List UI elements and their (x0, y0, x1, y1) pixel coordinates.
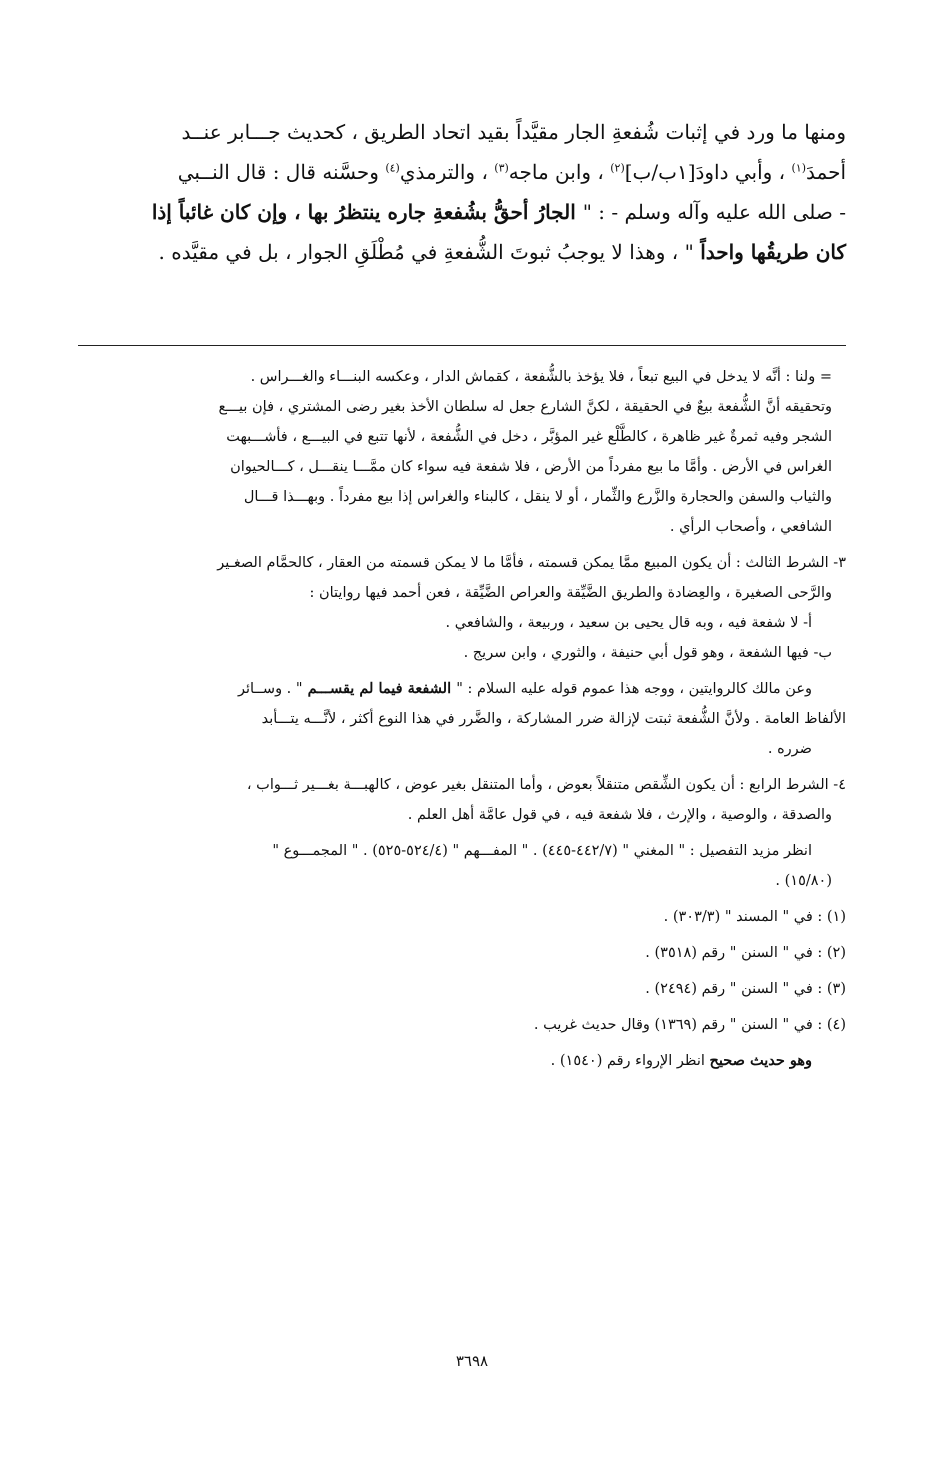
grading-text: وهو حديث صحيح (709, 1052, 812, 1069)
footnote-3: (٣) : في " السنن " رقم (٢٤٩٤) . (645, 981, 846, 997)
note-line-16: انظر مزيد التفصيل : " المغني " (٤٤٢/٧-٤٤٥) . " المفـــهم " (٥٢٤/٤-٥٢٥) . " المجمـــوع " (272, 843, 812, 859)
hadith-text-1: الجارُ أحقُّ بشُفعةِ جاره ينتظرُ بها ، وإن كان غائباً إذا (151, 200, 583, 224)
note-line-11c: " . وســائر (237, 681, 303, 697)
main-line-4 (78, 232, 846, 272)
footnote-5b: انظر الإرواء رقم (١٥٤٠) . (550, 1053, 710, 1069)
note-line-17: (١٥/٨٠) . (775, 873, 832, 889)
main-line-4b: " ، وهذا لا يوجبُ ثبوتَ الشُّفعةِ في مُطْلَقِ الجوار ، بل في مقيَّده . (158, 240, 701, 264)
footnote-ref-2: (٢) (610, 161, 625, 175)
note-line-8: والرَّحى الصغيرة ، والعِضادة والطريق الضَّيِّقة والعراص الضَّيِّقة ، فعن أحمد فيها روايتان : (309, 585, 832, 601)
footnote-1: (١) : في " المسند " (٣٠٣/٣) . (663, 909, 846, 925)
main-line-2 (78, 152, 846, 192)
footnote-ref-1: (١) (791, 161, 807, 175)
footnote-4: (٤) : في " السنن " رقم (١٣٦٩) وقال حديث غريب . (533, 1017, 846, 1033)
page-number: ٣٦٩٨ (455, 1352, 489, 1370)
note-line-15: والصدقة ، والوصية ، والإرث ، فلا شفعة فيه ، في قول عامَّة أهل العلم . (407, 807, 832, 823)
footnote-5 (78, 1046, 846, 1076)
note-line-11a: وعن مالك كالروايتين ، ووجه هذا عموم قوله عليه السلام : " (456, 681, 812, 697)
hadith-text-2: كان طريقُها واحداً (700, 240, 846, 264)
note-line-1: = ولنا : أنَّه لا يدخل في البيع تبعاً ، فلا يؤخذ بالشُّفعة ، كقماش الدار ، وعكسه البنـــاء والغـــراس . (250, 369, 832, 385)
note-line-6: الشافعي ، وأصحاب الرأي . (669, 519, 832, 535)
footnote-ref-4: (٤) (385, 161, 400, 175)
note-line-4: الغراس في الأرض . وأمَّا ما بيع مفرداً من الأرض ، فلا شفعة فيه سواء كان ممَّـــا ينقـــل ، كـــالحيوان (230, 459, 832, 475)
note-line-13: ضرره . (767, 741, 812, 757)
main-line-3a: - صلى الله عليه وآله وسلم - : " (582, 200, 846, 224)
footnote-2: (٢) : في " السنن " رقم (٣٥١٨) . (645, 945, 846, 961)
main-line-2e: وحسَّنه قال : قال النــبي (177, 160, 386, 184)
main-line-1: ومنها ما ورد في إثبات شُفعةِ الجار مقيَّداً بقيد اتحاد الطريق ، كحديث جـــابر عنــد (181, 120, 846, 144)
note-line-5: والثياب والسفن والحجارة والزَّرع والثِّمار ، أو لا ينقل ، كالبناء والغراس إذا بيع مفرداً . وبهـــذا قـــال (243, 489, 832, 505)
footnote-ref-3: (٣) (494, 161, 509, 175)
footnote-divider (78, 345, 846, 346)
main-line-2d: ، والترمذي (399, 160, 495, 184)
main-line-2c: ، وابن ماجه (508, 160, 611, 184)
main-line-2b: ، وأبي داودَ[١ب/ب] (624, 160, 792, 184)
note-line-9: أ- لا شفعة فيه ، وبه قال يحيى بن سعيد ، وربيعة ، والشافعي . (445, 615, 812, 631)
footnotes-section (78, 362, 846, 1076)
note-line-3: الشجر وفيه ثمرةٌ غير ظاهرة ، كالطَّلْع غير المؤبَّر ، دخل في الشُّفعة ، لأنها تتبع في البيـــع ، فأشـــبهت (226, 429, 832, 445)
main-text (78, 112, 846, 272)
note-line-14: ٤- الشرط الرابع : أن يكون الشِّقص متنقلاً بعوض ، وأما المتنقل بغير عوض ، كالهبـــة بغـــير ثـــواب ، (246, 777, 846, 793)
hadith-text-3: الشفعة فيما لم يقســـم (302, 680, 457, 697)
main-line-3 (78, 192, 846, 232)
main-line-2a: أحمدَ (806, 160, 846, 184)
note-line-7: ٣- الشرط الثالث : أن يكون المبيع ممَّا يمكن قسمته ، فأمَّا ما لا يمكن قسمته من العقار ، كالحمَّام الصغـير (217, 555, 846, 571)
note-line-2: وتحقيقه أنَّ الشُّفعة بيعٌ في الحقيقة ، لكنَّ الشارع جعل له سلطان الأخذ بغير رضى المشتري ، فإن بيـــع (218, 399, 832, 415)
note-line-11 (78, 674, 846, 704)
note-line-12: الألفاظ العامة . ولأنَّ الشُّفعة ثبتت لإزالة ضرر المشاركة ، والضَّرر في هذا النوع أكثر ، لأنَّـــه يتـــأبد (261, 711, 846, 727)
note-line-10: ب- فيها الشفعة ، وهو قول أبي حنيفة ، والثوري ، وابن سريج . (463, 645, 832, 661)
